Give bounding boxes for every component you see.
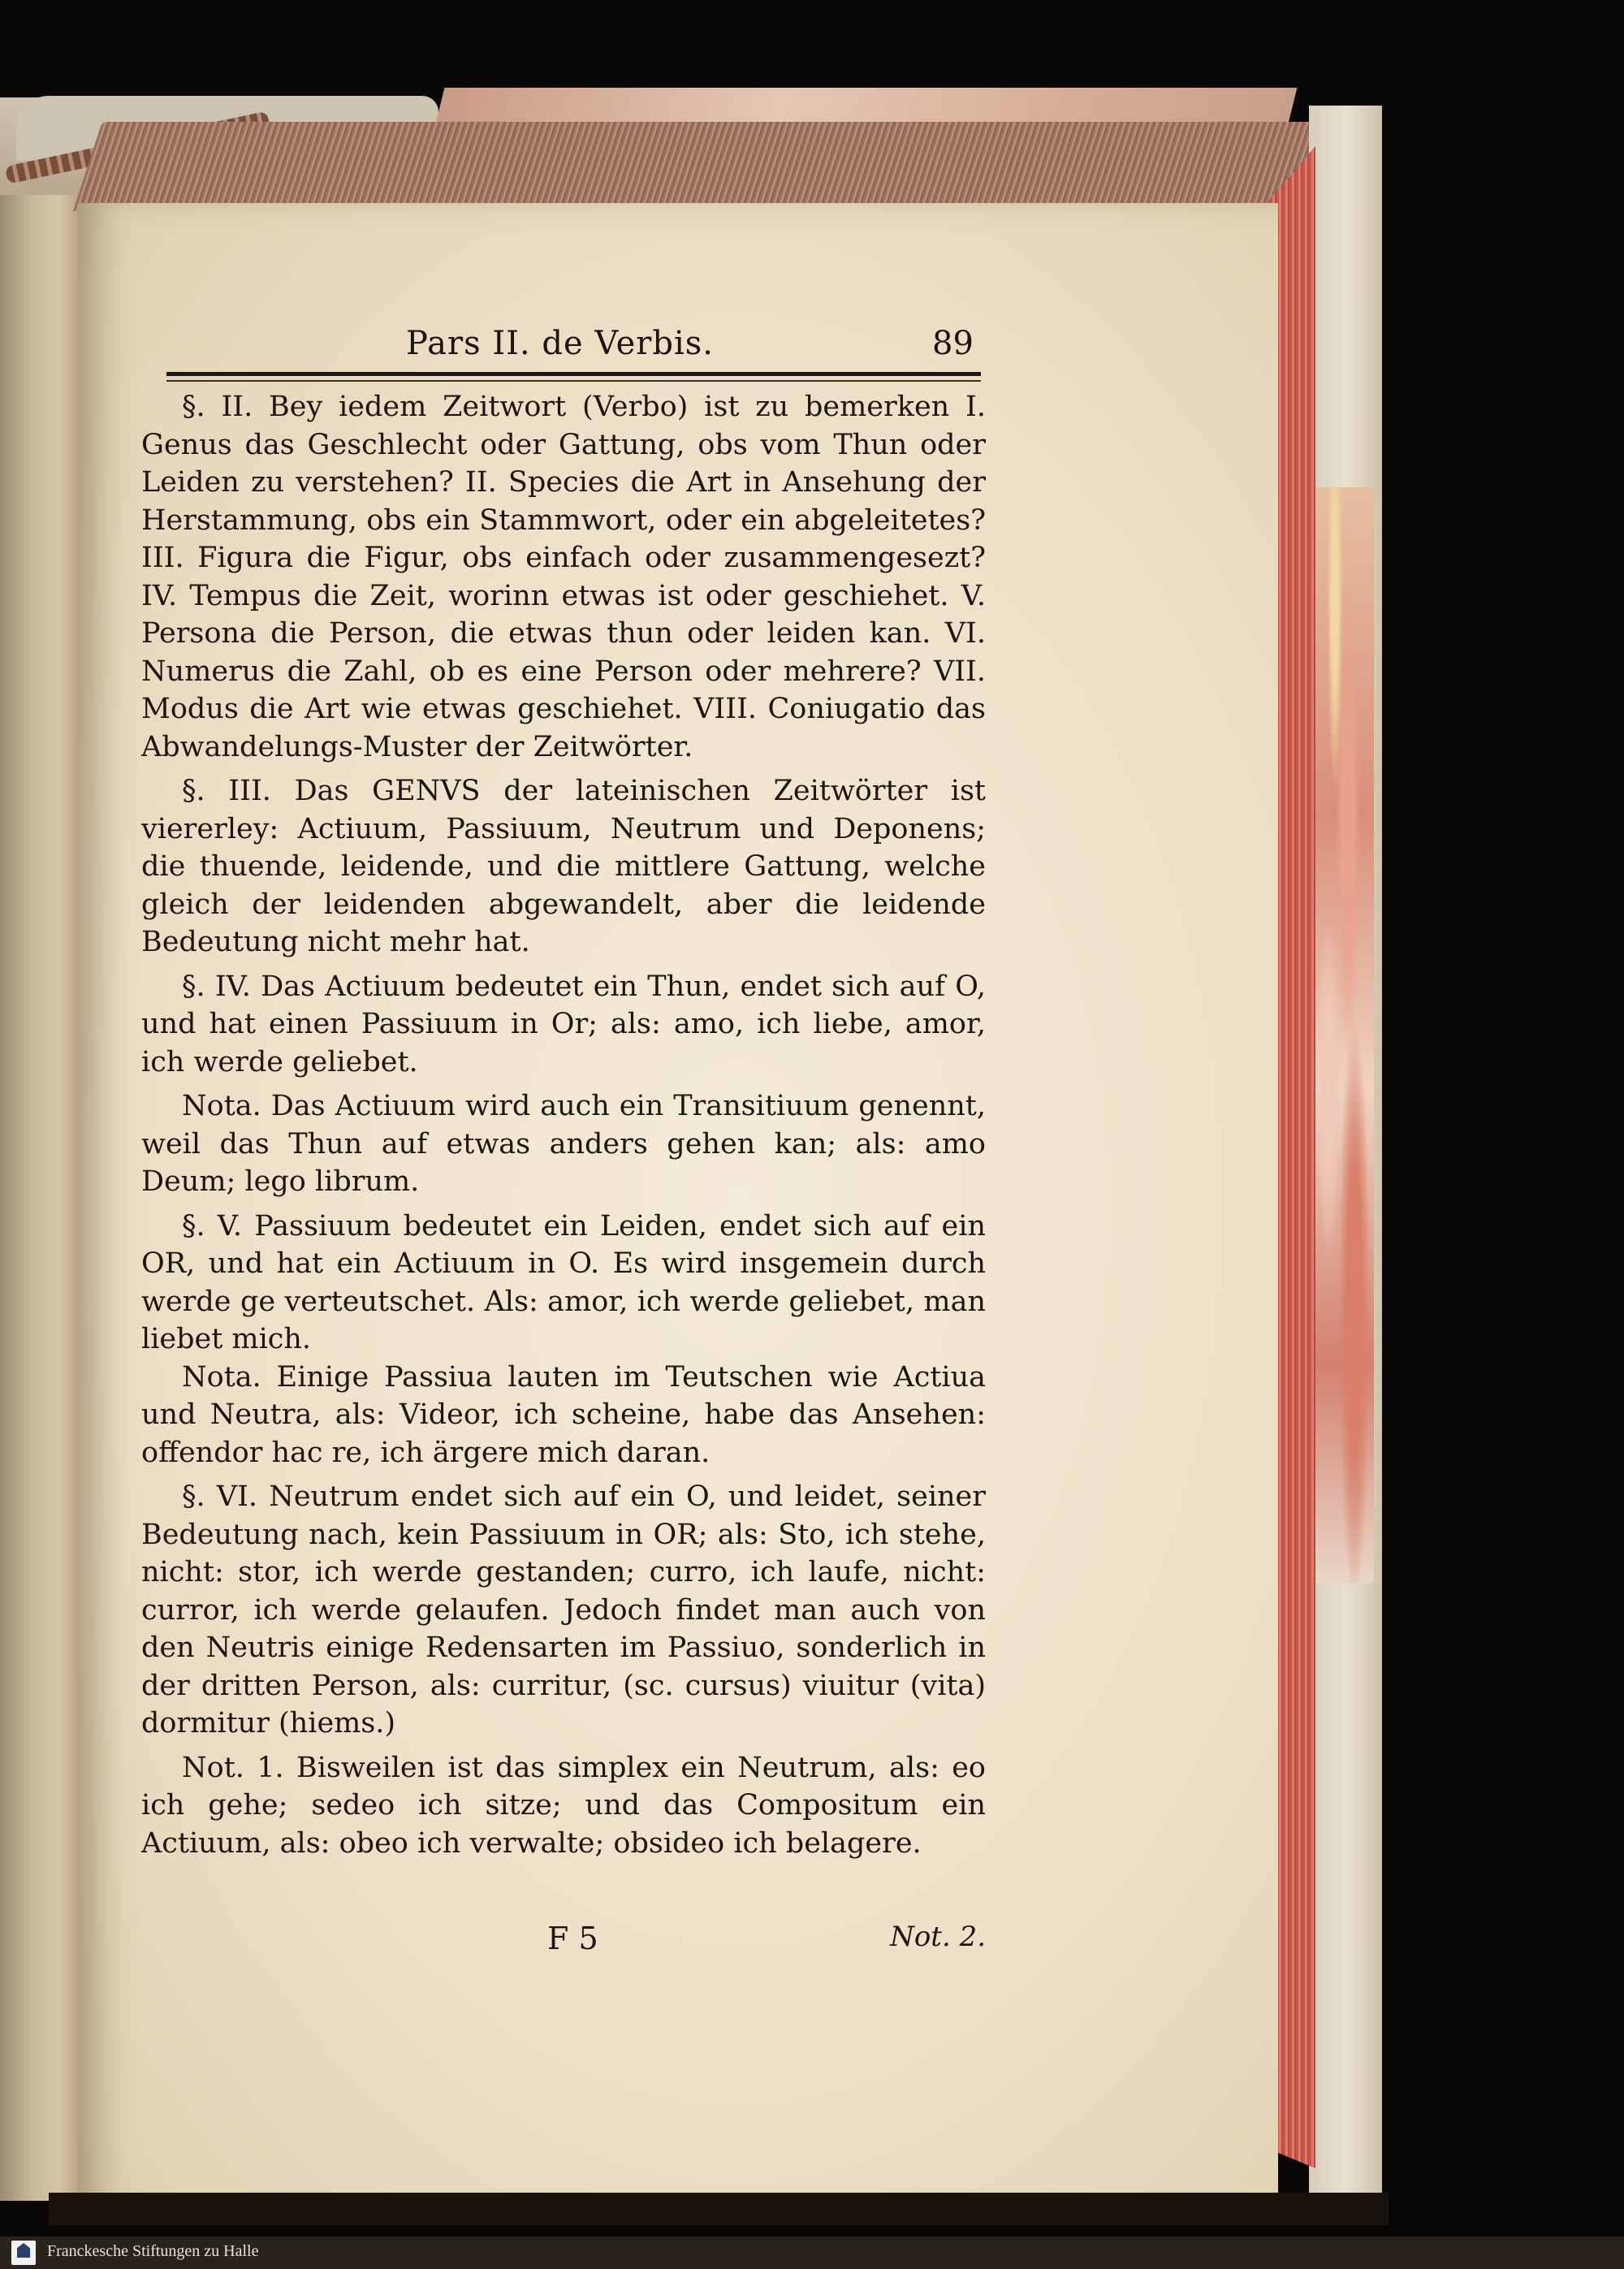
page-number: 89 — [932, 325, 974, 362]
paragraph-section-3: §. III. Das GENVS der lateinischen Zeitwörter ist viererley: Actiuum, Passiuum, Neutrum und Deponens; die thuende, leidende, und die mittlere Gattung, welche gleich der leidenden abgewandelt, aber die leidende Bedeutung nicht mehr hat. — [141, 775, 986, 958]
paragraph-nota-1: Nota. Das Actiuum wird auch ein Transitiuum genennt, weil das Thun auf etwas anders gehen kan; als: amo Deum; lego librum. — [141, 1090, 986, 1198]
paragraph-not-1: Not. 1. Bisweilen ist das simplex ein Neutrum, als: eo ich gehe; sedeo ich sitze; und das Compositum ein Actiuum, als: obeo ich verwalte; obsideo ich belagere. — [141, 1751, 986, 1860]
body-text — [141, 388, 986, 1862]
header-rule — [166, 372, 981, 376]
header-rule-thin — [166, 380, 981, 382]
paragraph-section-4: §. IV. Das Actiuum bedeutet ein Thun, endet sich auf O, und hat einen Passiuum in Or; als: amo, ich liebe, amor, ich werde geliebet. — [141, 970, 986, 1078]
signature-mark: F 5 — [547, 1921, 598, 1956]
marbled-cover — [1309, 487, 1374, 1584]
paragraph-section-6: §. VI. Neutrum endet sich auf ein O, und leidet, seiner Bedeutung nach, kein Passiuum in OR; als: Sto, ich stehe, nicht: stor, ich werde gestanden; curro, ich laufe, nicht: curror, ich werde gelaufen. Jedoch findet man auch von den Neutris einige Redensarten im Passiuo, sonderlich in der dritten Person, als: curritur, (sc. cursus) viuitur (vita) dormitur (hiems.) — [141, 1480, 986, 1740]
credit-text: Franckesche Stiftungen zu Halle — [47, 2242, 259, 2260]
running-head — [406, 325, 974, 365]
page-footer — [141, 1921, 986, 1969]
paragraph-nota-2: Nota. Einige Passiua lauten im Teutschen wie Actiua und Neutra, als: Videor, ich scheine, habe das Ansehen: offendor hac re, ich ärgere mich daran. — [141, 1360, 986, 1469]
running-head-title: Pars II. de Verbis. — [406, 325, 714, 362]
paragraph-section-5: §. V. Passiuum bedeutet ein Leiden, endet sich auf ein OR, und hat ein Actiuum in O. Es wird insgemein durch werde ge verteutschet. Als: amor, ich werde geliebet, man liebet mich. — [141, 1209, 986, 1355]
left-page-edge — [0, 195, 78, 2201]
bottom-shadow — [49, 2193, 1389, 2225]
catchword: Not. 2. — [890, 1921, 986, 1953]
page-edges-top — [73, 122, 1337, 211]
paragraph-section-2: §. II. Bey iedem Zeitwort (Verbo) ist zu bemerken I. Genus das Geschlecht oder Gattung, obs vom Thun oder Leiden zu verstehen? II. Species die Art in Ansehung der Herstammung, obs ein Stammwort, oder ein abgeleitetes? III. Figura die Figur, obs einfach oder zusammengesezt? IV. Tempus die Zeit, worinn etwas ist oder geschiehet. V. Persona die Person, die etwas thun oder leiden kan. VI. Numerus die Zahl, ob es eine Person oder mehrere? VII. Modus die Art wie etwas geschiehet. VIII. Coniugatio das Abwandelungs-Muster der Zeitwörter. — [141, 391, 986, 763]
